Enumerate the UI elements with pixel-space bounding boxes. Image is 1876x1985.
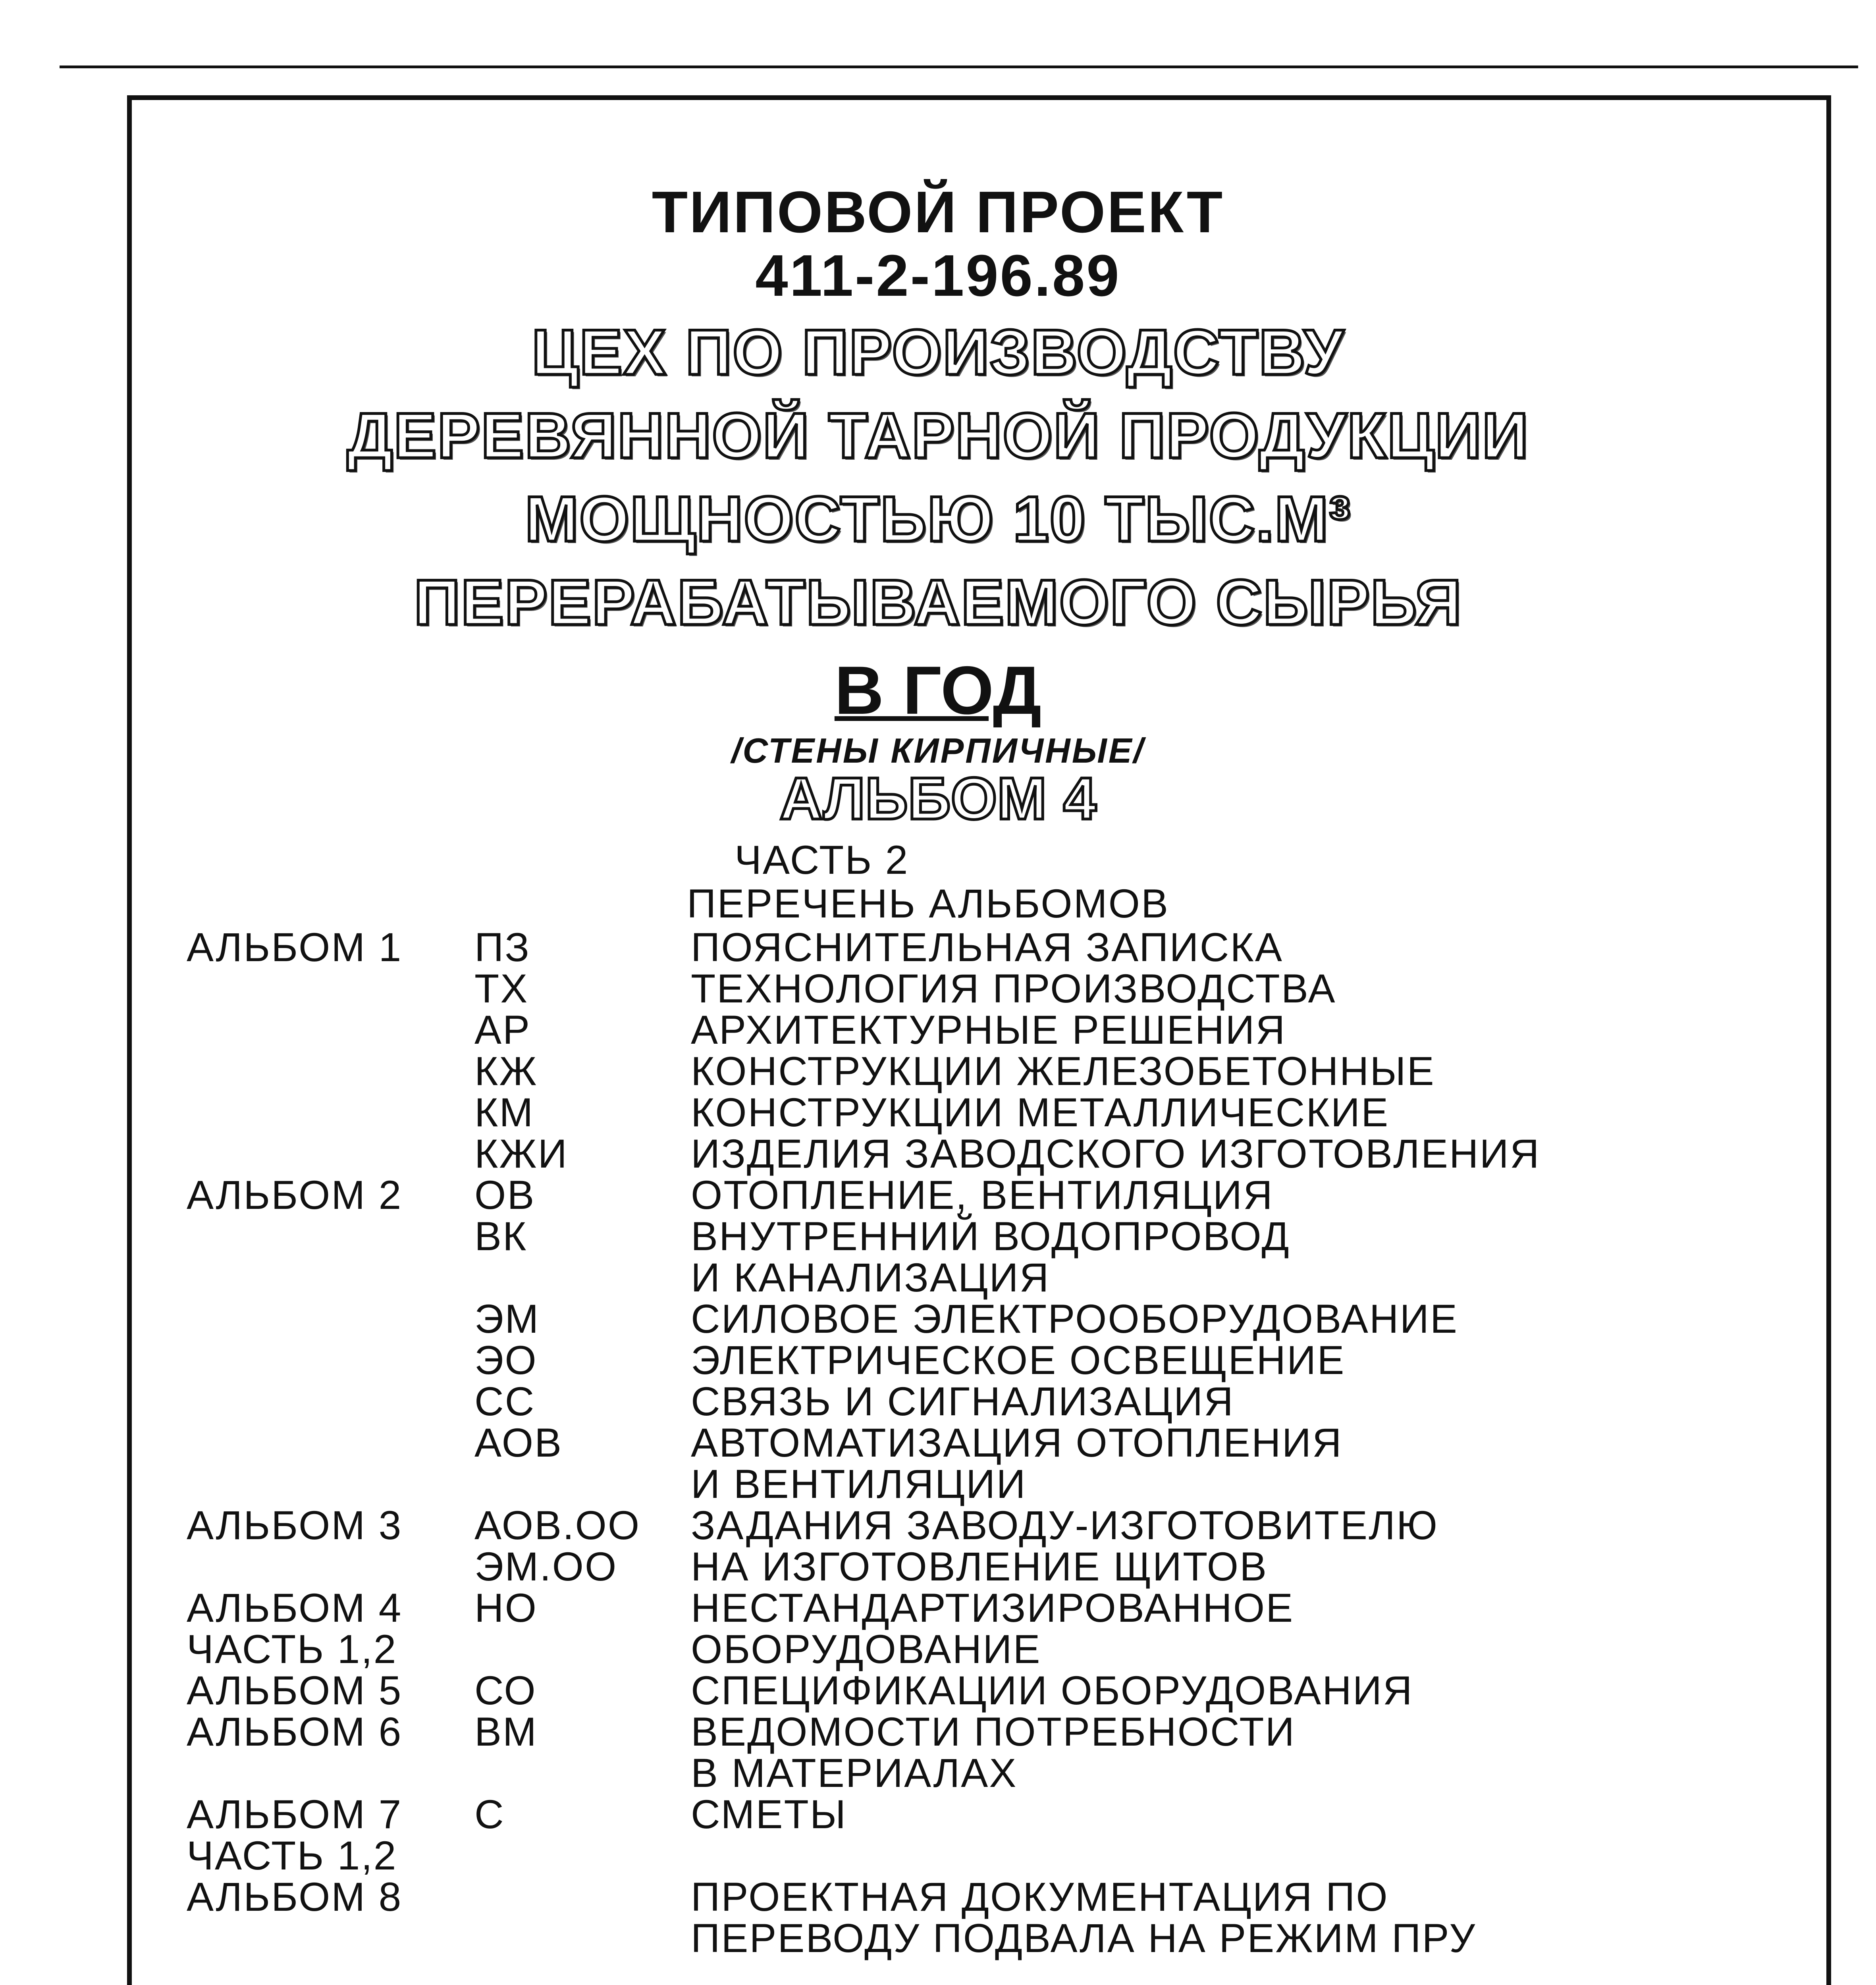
title-line-2: ДЕРЕВЯННОЙ ТАРНОЙ ПРОДУКЦИИ: [347, 400, 1529, 472]
section-title: АРХИТЕКТУРНЫЕ РЕШЕНИЯ: [691, 1007, 1286, 1052]
title-line-4: ПЕРЕРАБАТЫВАЕМОГО СЫРЬЯ: [414, 567, 1462, 638]
section-code: ЭМ: [474, 1296, 540, 1341]
album-label: АЛЬБОМ 7: [187, 1792, 403, 1837]
title-line-3: МОЩНОСТЬЮ 10 ТЫС.М³: [524, 483, 1352, 555]
section-title: И КАНАЛИЗАЦИЯ: [691, 1255, 1050, 1300]
section-title: ВНУТРЕННИЙ ВОДОПРОВОД: [691, 1214, 1290, 1259]
section-title: НЕСТАНДАРТИЗИРОВАННОЕ: [691, 1585, 1294, 1630]
section-code: КЖИ: [474, 1131, 568, 1176]
album-label: АЛЬБОМ 2: [187, 1172, 403, 1218]
album-label: АЛЬБОМ 8: [187, 1874, 403, 1919]
section-code: АР: [474, 1007, 531, 1052]
section-code: ВМ: [474, 1709, 538, 1754]
section-code: СО: [474, 1668, 537, 1713]
walls-note: /СТЕНЫ КИРПИЧНЫЕ/: [731, 731, 1145, 770]
section-code: С: [474, 1792, 505, 1837]
section-code: КМ: [474, 1090, 534, 1135]
section-title: НА ИЗГОТОВЛЕНИЕ ЩИТОВ: [691, 1544, 1268, 1589]
section-code: ПЗ: [474, 925, 530, 970]
album-label: ЧАСТЬ 1,2: [187, 1833, 397, 1878]
section-title: ЗАДАНИЯ ЗАВОДУ-ИЗГОТОВИТЕЛЮ: [691, 1503, 1438, 1548]
part-label: ЧАСТЬ 2: [735, 837, 909, 883]
album-heading: АЛЬБОМ 4: [779, 765, 1097, 832]
title-year: В ГОД: [834, 652, 1042, 728]
section-title: ПРОЕКТНАЯ ДОКУМЕНТАЦИЯ ПО: [691, 1874, 1389, 1919]
section-title: ПЕРЕВОДУ ПОДВАЛА НА РЕЖИМ ПРУ: [691, 1916, 1477, 1961]
album-label: АЛЬБОМ 3: [187, 1503, 403, 1548]
section-title: ПОЯСНИТЕЛЬНАЯ ЗАПИСКА: [691, 925, 1283, 970]
section-title: ЭЛЕКТРИЧЕСКОЕ ОСВЕЩЕНИЕ: [691, 1337, 1346, 1383]
section-title: ОБОРУДОВАНИЕ: [691, 1627, 1041, 1672]
section-title: В МАТЕРИАЛАХ: [691, 1750, 1018, 1796]
section-code: СС: [474, 1379, 536, 1424]
section-title: СПЕЦИФИКАЦИИ ОБОРУДОВАНИЯ: [691, 1668, 1413, 1713]
section-title: ВЕДОМОСТИ ПОТРЕБНОСТИ: [691, 1709, 1296, 1754]
title-line-1: ЦЕХ ПО ПРОИЗВОДСТВУ: [532, 316, 1344, 388]
section-title: ОТОПЛЕНИЕ, ВЕНТИЛЯЦИЯ: [691, 1172, 1274, 1218]
contents-heading: ПЕРЕЧЕНЬ АЛЬБОМОВ: [687, 881, 1169, 926]
section-code: КЖ: [474, 1048, 538, 1094]
album-label: АЛЬБОМ 4: [187, 1585, 403, 1630]
section-code: АОВ: [474, 1420, 563, 1465]
album-label: ЧАСТЬ 1,2: [187, 1627, 397, 1672]
section-title: ТЕХНОЛОГИЯ ПРОИЗВОДСТВА: [691, 966, 1336, 1011]
section-code: ВК: [474, 1214, 528, 1259]
section-title: СВЯЗЬ И СИГНАЛИЗАЦИЯ: [691, 1379, 1234, 1424]
section-title: КОНСТРУКЦИИ МЕТАЛЛИЧЕСКИЕ: [691, 1090, 1390, 1135]
section-code: ОВ: [474, 1172, 536, 1218]
project-number: 411-2-196.89: [755, 243, 1121, 308]
section-title: И ВЕНТИЛЯЦИИ: [691, 1461, 1027, 1507]
section-title: ИЗДЕЛИЯ ЗАВОДСКОГО ИЗГОТОВЛЕНИЯ: [691, 1131, 1541, 1176]
section-title: АВТОМАТИЗАЦИЯ ОТОПЛЕНИЯ: [691, 1420, 1343, 1465]
section-code: АОВ.ОО: [474, 1503, 641, 1548]
section-title: КОНСТРУКЦИИ ЖЕЛЕЗОБЕТОННЫЕ: [691, 1048, 1435, 1094]
album-label: АЛЬБОМ 6: [187, 1709, 403, 1754]
section-title: СМЕТЫ: [691, 1792, 847, 1837]
section-code: ЭМ.ОО: [474, 1544, 618, 1589]
album-label: АЛЬБОМ 5: [187, 1668, 403, 1713]
section-title: СИЛОВОЕ ЭЛЕКТРООБОРУДОВАНИЕ: [691, 1296, 1458, 1341]
section-code: ЭО: [474, 1337, 538, 1383]
project-type-heading: ТИПОВОЙ ПРОЕКТ: [652, 179, 1224, 245]
section-code: НО: [474, 1585, 538, 1630]
section-code: ТХ: [474, 966, 529, 1011]
album-label: АЛЬБОМ 1: [187, 925, 403, 970]
top-rule: [60, 66, 1858, 68]
